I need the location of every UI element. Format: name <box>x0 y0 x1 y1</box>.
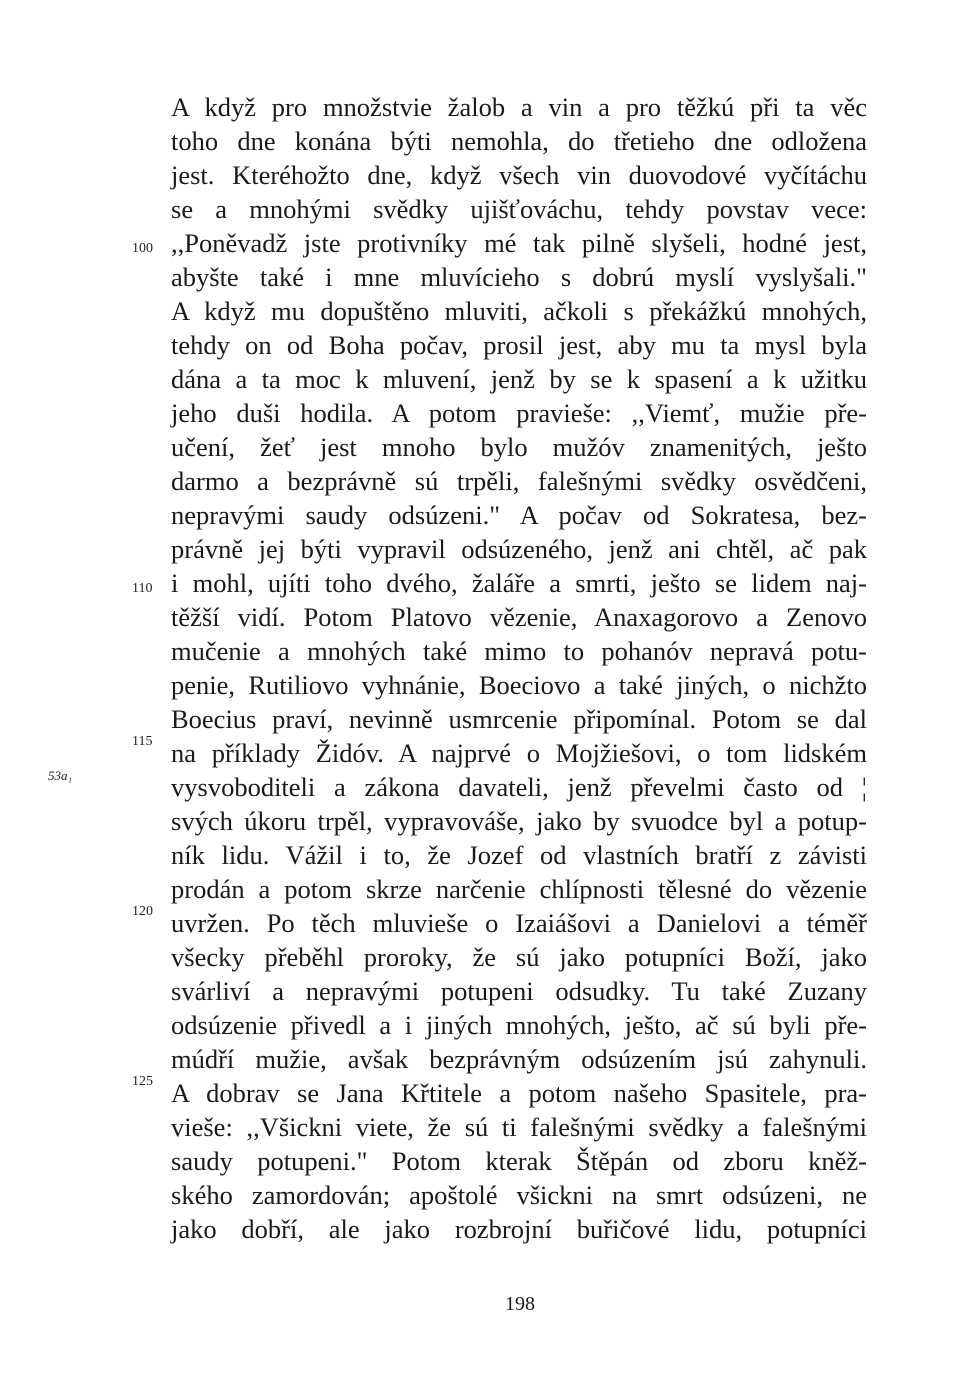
text-line: nepravými saudy odsúzeni." A počav od Sokratesa, bez- <box>171 500 867 530</box>
text-line: vieše: ,,Všickni viete, že sú ti falešnými svědky a falešnými <box>171 1112 867 1142</box>
text-line: odsúzenie přivedl a i jiných mnohých, ješto, ač sú byli pře- <box>171 1010 867 1040</box>
text-line: darmo a bezprávně sú trpěli, falešnými svědky osvědčeni, <box>171 466 867 496</box>
text-line: prodán a potom skrze narčenie chlípnosti tělesné do vězenie <box>171 874 867 904</box>
text-line: ,,Poněvadž jste protivníky mé tak pilně slyšeli, hodné jest, <box>171 228 867 258</box>
text-line: A dobrav se Jana Křtitele a potom našeho Spasitele, pra- <box>171 1078 867 1108</box>
text-line: i mohl, ujíti toho dvého, žaláře a smrti, ješto se lidem naj- <box>171 568 867 598</box>
text-line: dána a ta moc k mluvení, jenž by se k spasení a k užitku <box>171 364 867 394</box>
text-line: penie, Rutiliovo vyhnánie, Boeciovo a také jiných, o nichžto <box>171 670 867 700</box>
text-line: toho dne konána býti nemohla, do třetieho dne odložena <box>171 126 867 156</box>
text-line: uvržen. Po těch mluviešе o Izaiášovi a Danielovi a téměř <box>171 908 867 938</box>
text-line: jako dobří, ale jako rozbrojní buřičové lidu, potupníci <box>171 1214 867 1244</box>
text-line: svárliví a nepravými potupeni odsudky. Tu také Zuzany <box>171 976 867 1006</box>
text-line: těžší vidí. Potom Platovo vězenie, Anaxagorovo a Zenovo <box>171 602 867 632</box>
line-number-115: 115 <box>132 734 153 749</box>
line-number-110: 110 <box>132 581 153 596</box>
text-line: právně jej býti vypravil odsúzeného, jenž ani chtěl, ač pak <box>171 534 867 564</box>
text-line: tehdy on od Boha počav, prosil jest, aby mu ta mysl byla <box>171 330 867 360</box>
text-line: všecky přeběhl proroky, že sú jako potupníci Boží, jako <box>171 942 867 972</box>
line-number-125: 125 <box>132 1074 153 1089</box>
text-line: jest. Kteréhožto dne, když všech vin duovodové vyčítáchu <box>171 160 867 190</box>
text-line: múdří mužie, avšak bezprávným odsúzením jsú zahynuli. <box>171 1044 867 1074</box>
text-line: A když pro množstvie žalob a vin a pro těžkú při ta věc <box>171 92 867 122</box>
text-line: abyšte také i mne mluvícieho s dobrú myslí vyslyšali." <box>171 262 867 292</box>
page-number: 198 <box>505 1293 535 1315</box>
line-number-120: 120 <box>132 904 153 919</box>
text-line: učení, žeť jest mnoho bylo mužóv znamenitých, ješto <box>171 432 867 462</box>
text-line: ník lidu. Vážil i to, že Jozef od vlastních bratří z závisti <box>171 840 867 870</box>
text-line: saudy potupeni." Potom kterak Štěpán od zboru kněž- <box>171 1146 867 1176</box>
line-number-100: 100 <box>132 241 153 256</box>
text-line: jeho duši hodila. A potom praviešе: ,,Viemť, mužie pře- <box>171 398 867 428</box>
folio-reference: 53a₁ <box>48 768 73 783</box>
text-line: svých úkoru trpěl, vypravováše, jako by svuodce byl a potup- <box>171 806 867 836</box>
text-line: mučenie a mnohých také mimo to pohanóv nepravá potu- <box>171 636 867 666</box>
text-line: A když mu dopuštěno mluviti, ačkoli s překážkú mnohých, <box>171 296 867 326</box>
text-line: na příklady Židóv. A najprvé o Mojžiešovi, o tom lidském <box>171 738 867 768</box>
text-line: Boecius praví, nevinně usmrcenie připomínal. Potom se dal <box>171 704 867 734</box>
text-line: ského zamordován; apoštolé všickni na smrt odsúzeni, ne <box>171 1180 867 1210</box>
text-line: vysvoboditeli a zákona davateli, jenž převelmi často od ¦ <box>171 772 867 802</box>
text-line: se a mnohými svědky ujišťováchu, tehdy povstav vece: <box>171 194 867 224</box>
